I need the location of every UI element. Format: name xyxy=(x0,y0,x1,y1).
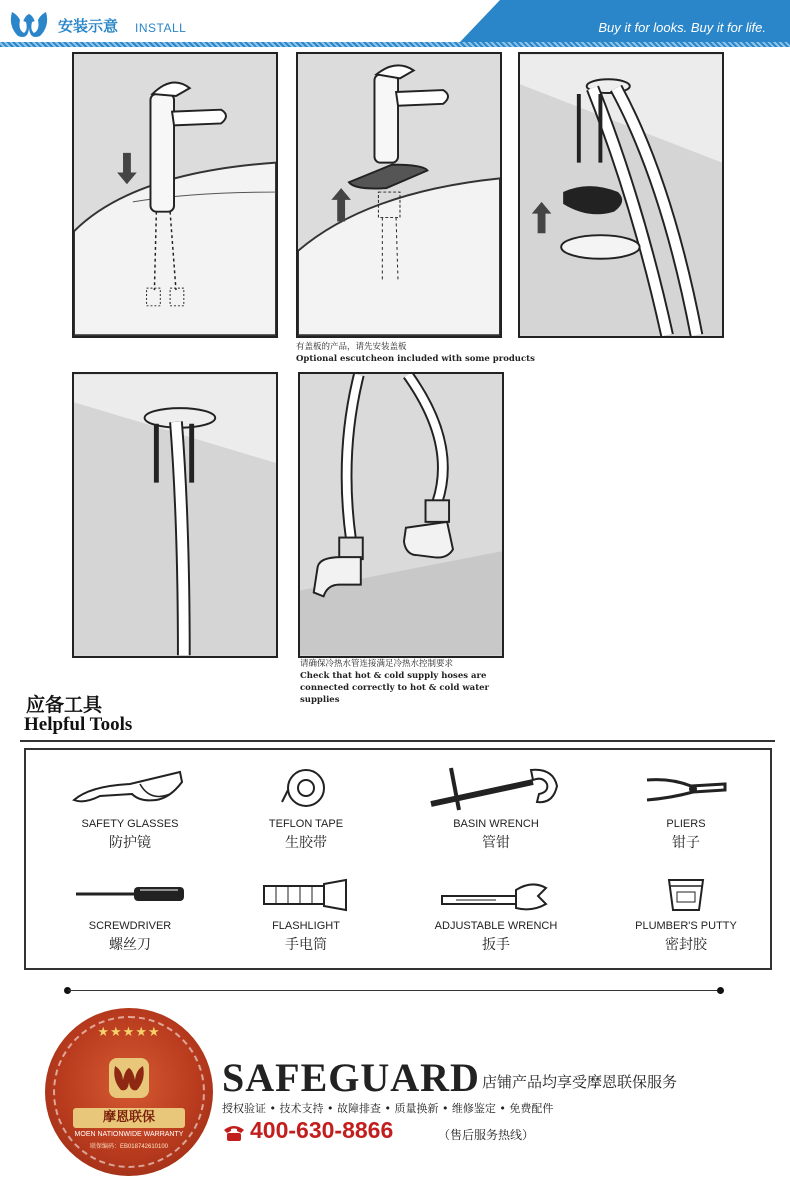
caption-cn: 请确保冷热水管连接满足冷热水控制要求 xyxy=(300,659,454,669)
screwdriver-icon xyxy=(70,874,190,914)
tool-adjustable-wrench xyxy=(406,874,586,954)
tool-teflon-tape xyxy=(216,764,396,852)
caption-en-3: supplies xyxy=(300,695,340,705)
tool-label-cn: 密封胶 xyxy=(665,937,707,953)
tool-label-en: SCREWDRIVER xyxy=(88,920,172,932)
section-title-cn: 安装示意 xyxy=(58,17,119,35)
tool-flashlight xyxy=(216,874,396,954)
hotline-label: （售后服务热线） xyxy=(438,1128,535,1142)
step-3-image xyxy=(518,52,724,338)
step-4-image xyxy=(72,372,278,658)
phone-icon xyxy=(222,1124,246,1142)
safeguard-subtitle: 店铺产品均享受摩恩联保服务 xyxy=(482,1073,678,1091)
caption-cn: 有盖板的产品，请先安装盖板 xyxy=(296,342,407,352)
step-5-caption xyxy=(300,658,540,706)
tool-label-en: SAFETY GLASSES xyxy=(81,818,179,830)
step-1-image xyxy=(72,52,278,338)
section-divider xyxy=(68,990,720,991)
page-header xyxy=(0,0,790,50)
tool-label-en: ADJUSTABLE WRENCH xyxy=(434,920,558,932)
tools-heading-en: Helpful Tools xyxy=(24,714,133,735)
tool-label-cn: 螺丝刀 xyxy=(109,937,151,953)
brand-tagline: Buy it for looks. Buy it for life. xyxy=(598,20,766,35)
header-stripe xyxy=(0,42,790,47)
tool-plumbers-putty xyxy=(596,874,776,954)
seal-name: 摩恩联保 xyxy=(102,1110,155,1125)
tool-label-cn: 生胶带 xyxy=(285,835,327,851)
divider-dot-right xyxy=(717,987,724,994)
seal-code-text: 联保编码：EB018742610100 xyxy=(89,1144,169,1150)
tool-screwdriver xyxy=(40,874,220,954)
header-banner xyxy=(500,0,790,42)
tool-label-en: PLIERS xyxy=(666,818,706,830)
tool-label-en: BASIN WRENCH xyxy=(453,818,539,830)
safety-glasses-icon xyxy=(70,764,190,812)
caption-en: Optional escutcheon included with some products xyxy=(296,354,535,364)
adjustable-wrench-icon xyxy=(436,874,556,914)
tool-label-en: PLUMBER'S PUTTY xyxy=(635,920,737,932)
tool-label-en: TEFLON TAPE xyxy=(268,818,344,830)
section-title-en: INSTALL xyxy=(135,21,187,35)
caption-en-2: connected correctly to hot & cold water xyxy=(300,683,490,693)
tools-box xyxy=(24,748,772,970)
tool-pliers xyxy=(596,764,776,852)
step-2-image xyxy=(296,52,502,338)
tools-heading-cn: 应备工具 xyxy=(26,694,103,716)
plumbers-putty-icon xyxy=(661,874,711,914)
tool-label-cn: 扳手 xyxy=(482,937,510,953)
caption-en-1: Check that hot & cold supply hoses are xyxy=(300,671,487,681)
tool-basin-wrench xyxy=(406,764,586,852)
teflon-tape-icon xyxy=(276,764,336,812)
flashlight-icon xyxy=(256,874,356,914)
hotline-number[interactable]: 400-630-8866 xyxy=(250,1117,394,1143)
seal-ribbon xyxy=(73,1108,185,1128)
seal-logo-icon xyxy=(109,1058,149,1098)
safeguard-title: SAFEGUARD xyxy=(222,1055,480,1100)
basin-wrench-icon xyxy=(421,764,571,812)
tool-label-en: FLASHLIGHT xyxy=(272,920,340,932)
tool-safety-glasses xyxy=(40,764,220,852)
service-list: 授权验证 • 技术支持 • 故障排查 • 质量换新 • 维修鉴定 • 免费配件 xyxy=(222,1102,554,1115)
pliers-icon xyxy=(641,764,731,812)
tools-heading-underline xyxy=(20,740,775,742)
tool-label-cn: 管钳 xyxy=(482,835,510,851)
step-5-image xyxy=(298,372,504,658)
warranty-seal xyxy=(45,1008,213,1176)
step-2-caption xyxy=(296,341,556,365)
tool-label-cn: 钳子 xyxy=(672,835,700,851)
seal-warranty-text: MOEN NATIONWIDE WARRANTY xyxy=(74,1131,184,1138)
tool-label-cn: 手电筒 xyxy=(285,937,327,953)
moen-logo-icon xyxy=(6,6,52,42)
seal-stars: ★★★★★ xyxy=(97,1024,161,1039)
tool-label-cn: 防护镜 xyxy=(109,835,151,851)
